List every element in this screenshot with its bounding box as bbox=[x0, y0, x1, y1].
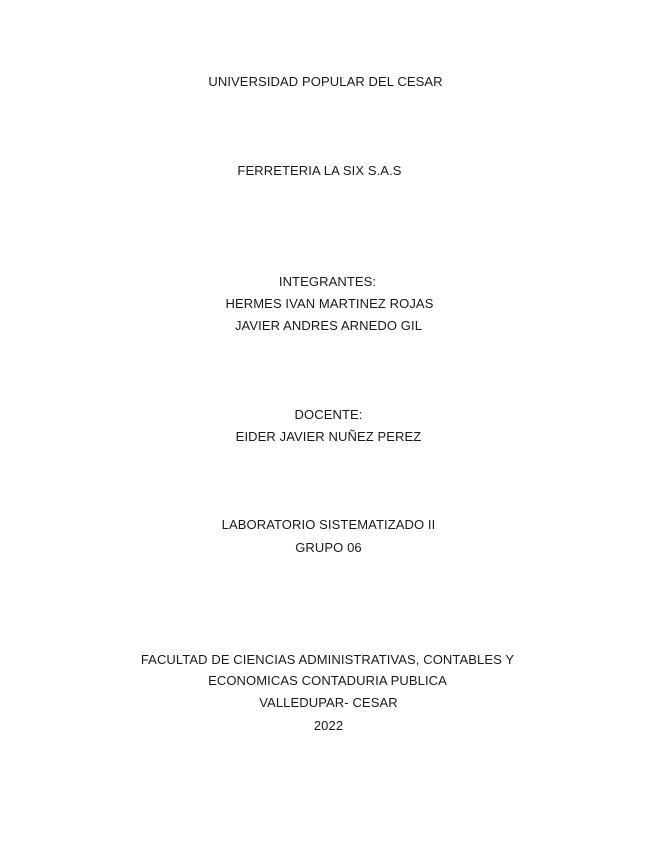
teacher-label: DOCENTE: bbox=[294, 407, 363, 422]
year: 2022 bbox=[313, 718, 344, 733]
course-name: LABORATORIO SISTEMATIZADO II bbox=[221, 517, 436, 532]
faculty-line-2: ECONOMICAS CONTADURIA PUBLICA bbox=[208, 673, 447, 688]
company-name: FERRETERIA LA SIX S.A.S bbox=[237, 163, 402, 178]
university-name: UNIVERSIDAD POPULAR DEL CESAR bbox=[208, 74, 443, 89]
member-name: JAVIER ANDRES ARNEDO GIL bbox=[234, 318, 423, 333]
city: VALLEDUPAR- CESAR bbox=[259, 695, 398, 710]
course-group: GRUPO 06 bbox=[295, 540, 362, 555]
members-label: INTEGRANTES: bbox=[278, 274, 377, 289]
teacher-name: EIDER JAVIER NUÑEZ PEREZ bbox=[235, 429, 422, 444]
member-name: HERMES IVAN MARTINEZ ROJAS bbox=[225, 296, 434, 311]
faculty-line-1: FACULTAD DE CIENCIAS ADMINISTRATIVAS, CONTABLES Y bbox=[140, 652, 515, 667]
